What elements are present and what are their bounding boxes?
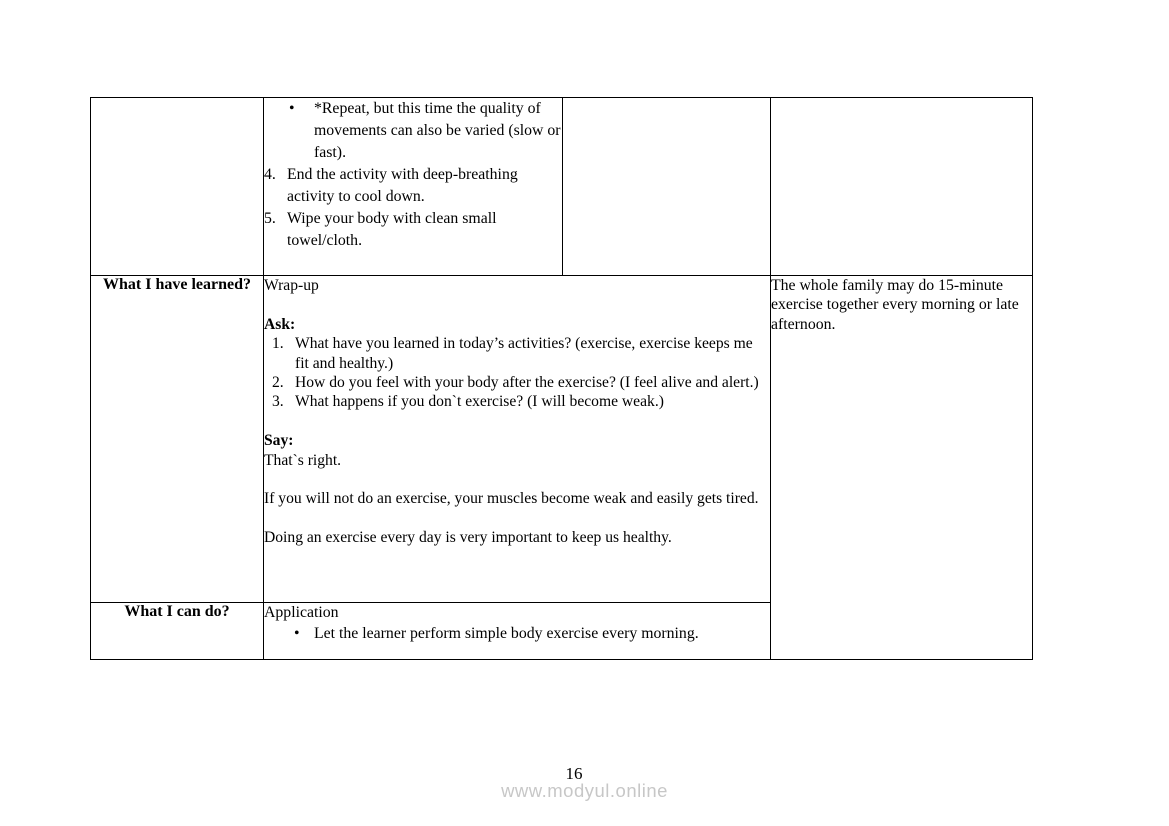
table-row-activity-continuation [91, 98, 1033, 276]
blank-line [264, 412, 770, 431]
side-note-cell [771, 276, 1033, 660]
what-i-can-do-label: What I can do? [91, 603, 264, 660]
empty-cell-middle [563, 98, 771, 276]
wrapup-cell [264, 276, 771, 603]
wrapup-paragraph: Doing an exercise every day is very important to keep us healthy. [264, 529, 672, 547]
empty-cell-left [91, 98, 264, 276]
ask-label: Ask: [264, 315, 296, 333]
list-number: 5. [264, 210, 276, 227]
blank-line [264, 470, 770, 489]
application-cell [264, 603, 771, 660]
list-item [264, 624, 770, 645]
list-item [264, 164, 562, 208]
lesson-plan-table [90, 97, 1033, 660]
list-item [264, 392, 770, 411]
list-item-text: What happens if you don`t exercise? (I will become weak.) [295, 393, 664, 411]
list-item [264, 98, 562, 164]
page-number: 16 [565, 764, 583, 783]
list-item-text: How do you feel with your body after the exercise? (I feel alive and alert.) [295, 374, 759, 392]
list-item [264, 373, 770, 392]
application-title: Application [264, 604, 339, 621]
wrapup-paragraph: If you will not do an exercise, your muscles become weak and easily gets tired. [264, 490, 759, 508]
bullet-icon: • [294, 624, 300, 642]
blank-line [264, 509, 770, 528]
list-number: 4. [264, 166, 276, 183]
list-item-text: Wipe your body with clean small towel/cloth. [287, 210, 497, 249]
say-label: Say: [264, 432, 294, 450]
list-number: 1. [272, 335, 284, 353]
list-number: 2. [272, 374, 284, 392]
table-row-what-i-have-learned [91, 276, 1033, 603]
list-number: 3. [272, 393, 284, 411]
list-item-text: End the activity with deep-breathing activity to cool down. [287, 166, 518, 205]
list-item-text: Let the learner perform simple body exercise every morning. [314, 624, 699, 642]
what-i-have-learned-label: What I have learned? [91, 276, 264, 603]
blank-line [264, 295, 770, 314]
empty-cell-right [771, 98, 1033, 276]
side-note-text: The whole family may do 15-minute exercise together every morning or late afternoon. [771, 277, 1019, 333]
bullet-icon: • [289, 100, 295, 117]
list-item-text: *Repeat, but this time the quality of movements can also be varied (slow or fast). [314, 100, 561, 161]
wrapup-title: Wrap-up [264, 277, 319, 294]
list-item [264, 208, 562, 252]
watermark: www.modyul.online [501, 780, 668, 801]
say-text: That`s right. [264, 451, 342, 469]
list-item [264, 334, 770, 373]
activity-steps-cell [264, 98, 563, 276]
list-item-text: What have you learned in today’s activities? (exercise, exercise keeps me fit and healthy.) [295, 335, 753, 372]
